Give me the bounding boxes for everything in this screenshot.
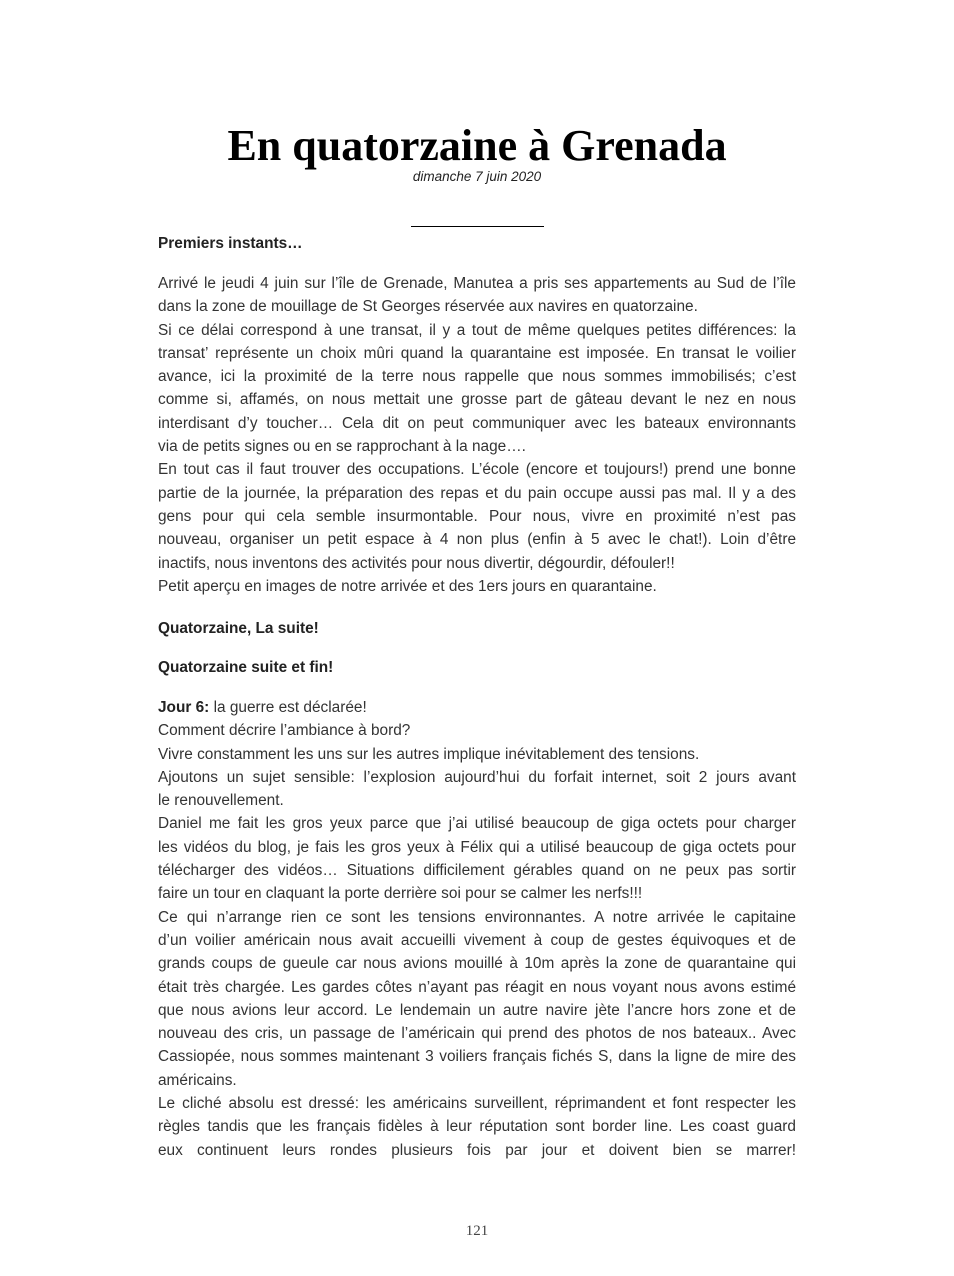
text-line: Si ce délai correspond à une transat, il y a tout de même quelques petites différences: la (158, 321, 796, 339)
text-line: inactifs, nous inventons des activités pour nous divertir, dégourdir, défouler!! (158, 554, 675, 572)
text-line: Le cliché absolu est dressé: les américains surveillent, réprimandent et font respecter les (158, 1095, 796, 1113)
text-line: interdisant d’y toucher… Cela dit on peut communiquer avec les bateaux environnants (158, 414, 796, 432)
text-line: les vidéos du blog, je fais les gros yeux à Félix qui a utilisé beaucoup de giga octets pour (158, 838, 796, 856)
text-line: que nous avions leur accord. Le lendemain un autre navire jète l’ancre hors zone et de (158, 1001, 796, 1019)
divider (411, 226, 544, 227)
text-line: eux continuent leurs rondes plusieurs fois par jour et doivent bien se marrer! (158, 1141, 796, 1159)
text-line: Ajoutons un sujet sensible: l’explosion aujourd’hui du forfait internet, soit 2 jours avant (158, 768, 796, 786)
page-number: 121 (465, 1223, 489, 1239)
section-heading: Quatorzaine, La suite! (158, 620, 319, 637)
text-line (158, 696, 796, 719)
text-line: nouveau des cris, un passage de l’américain qui prend des photos de nos bateaux.. Avec (158, 1025, 796, 1043)
text-line: Vivre constamment les uns sur les autres implique inévitablement des tensions. (158, 745, 700, 763)
section-heading: Quatorzaine suite et fin! (158, 659, 334, 676)
text-line: américains. (158, 1071, 237, 1089)
text-line: Cassiopée, nous sommes maintenant 3 voiliers français fichés S, dans la ligne de mire des (158, 1048, 796, 1066)
text-line: En tout cas il faut trouver des occupations. L’école (encore et toujours!) prend une bonne (158, 461, 796, 479)
text-line: partie de la journée, la préparation des repas et du pain occupe aussi pas mal. Il y a des (158, 484, 796, 502)
text-line: faire un tour en claquant la porte derrière soi pour se calmer les nerfs!!! (158, 885, 643, 903)
text-line: transat’ représente un choix mûri quand la quarantaine est imposée. En transat le voilier (158, 344, 796, 362)
text-line: nouveau, organiser un petit espace à 4 non plus (enfin à 5 avec le chat!). Loin d’être (158, 531, 796, 549)
text-line: dans la zone de mouillage de St Georges réservée aux navires en quatorzaine. (158, 298, 698, 316)
post-date: dimanche 7 juin 2020 (412, 169, 542, 184)
text-line: Petit aperçu en images de notre arrivée et des 1ers jours en quarantaine. (158, 577, 657, 595)
page-title: En quatorzaine à Grenada (227, 121, 727, 170)
day-label: Jour 6: (158, 699, 210, 716)
text-line: Comment décrire l’ambiance à bord? (158, 722, 411, 740)
text-line: d’un voilier américain nous avait accueilli vivement à coup de gestes équivoques et de (158, 931, 796, 949)
text-line: comme si, affamés, on nous mettait une grosse part de gâteau devant le nez en nous (158, 391, 796, 409)
text-line: avance, ici la proximité de la terre nous rappelle que nous sommes immobilisés; c’est (158, 368, 796, 386)
text-line: règles tandis que les français fidèles à leur réputation sont border line. Les coast guard (158, 1118, 796, 1136)
line-text: la guerre est déclarée! (209, 699, 367, 716)
text-line: Arrivé le jeudi 4 juin sur l’île de Grenade, Manutea a pris ses appartements au Sud de l’île (158, 275, 796, 292)
text-line: Ce qui n’arrange rien ce sont les tensions environnantes. A notre arrivée le capitaine (158, 908, 796, 926)
section-heading: Premiers instants… (158, 235, 303, 252)
text-line: le renouvellement. (158, 792, 284, 810)
paragraph (158, 696, 796, 1162)
paragraph (158, 272, 796, 598)
text-line: était très chargée. Les gardes côtes n’ayant pas réagit en nous voyant nous avons estimé (158, 978, 796, 996)
text-line: télécharger des vidéos… Situations difficilement gérables quand on ne peux pas sortir (158, 862, 796, 880)
text-line: grands coups de gueule car nous avions mouillé à 10m après la zone de quarantaine qui (158, 955, 796, 973)
text-line: Daniel me fait les gros yeux parce que j’ai utilisé beaucoup de giga octets pour charger (158, 815, 796, 833)
text-line: gens pour qui cela semble insurmontable. Pour nous, vivre en proximité n’est pas (158, 507, 796, 525)
text-line: via de petits signes ou en se rapprochant à la nage…. (158, 438, 526, 456)
